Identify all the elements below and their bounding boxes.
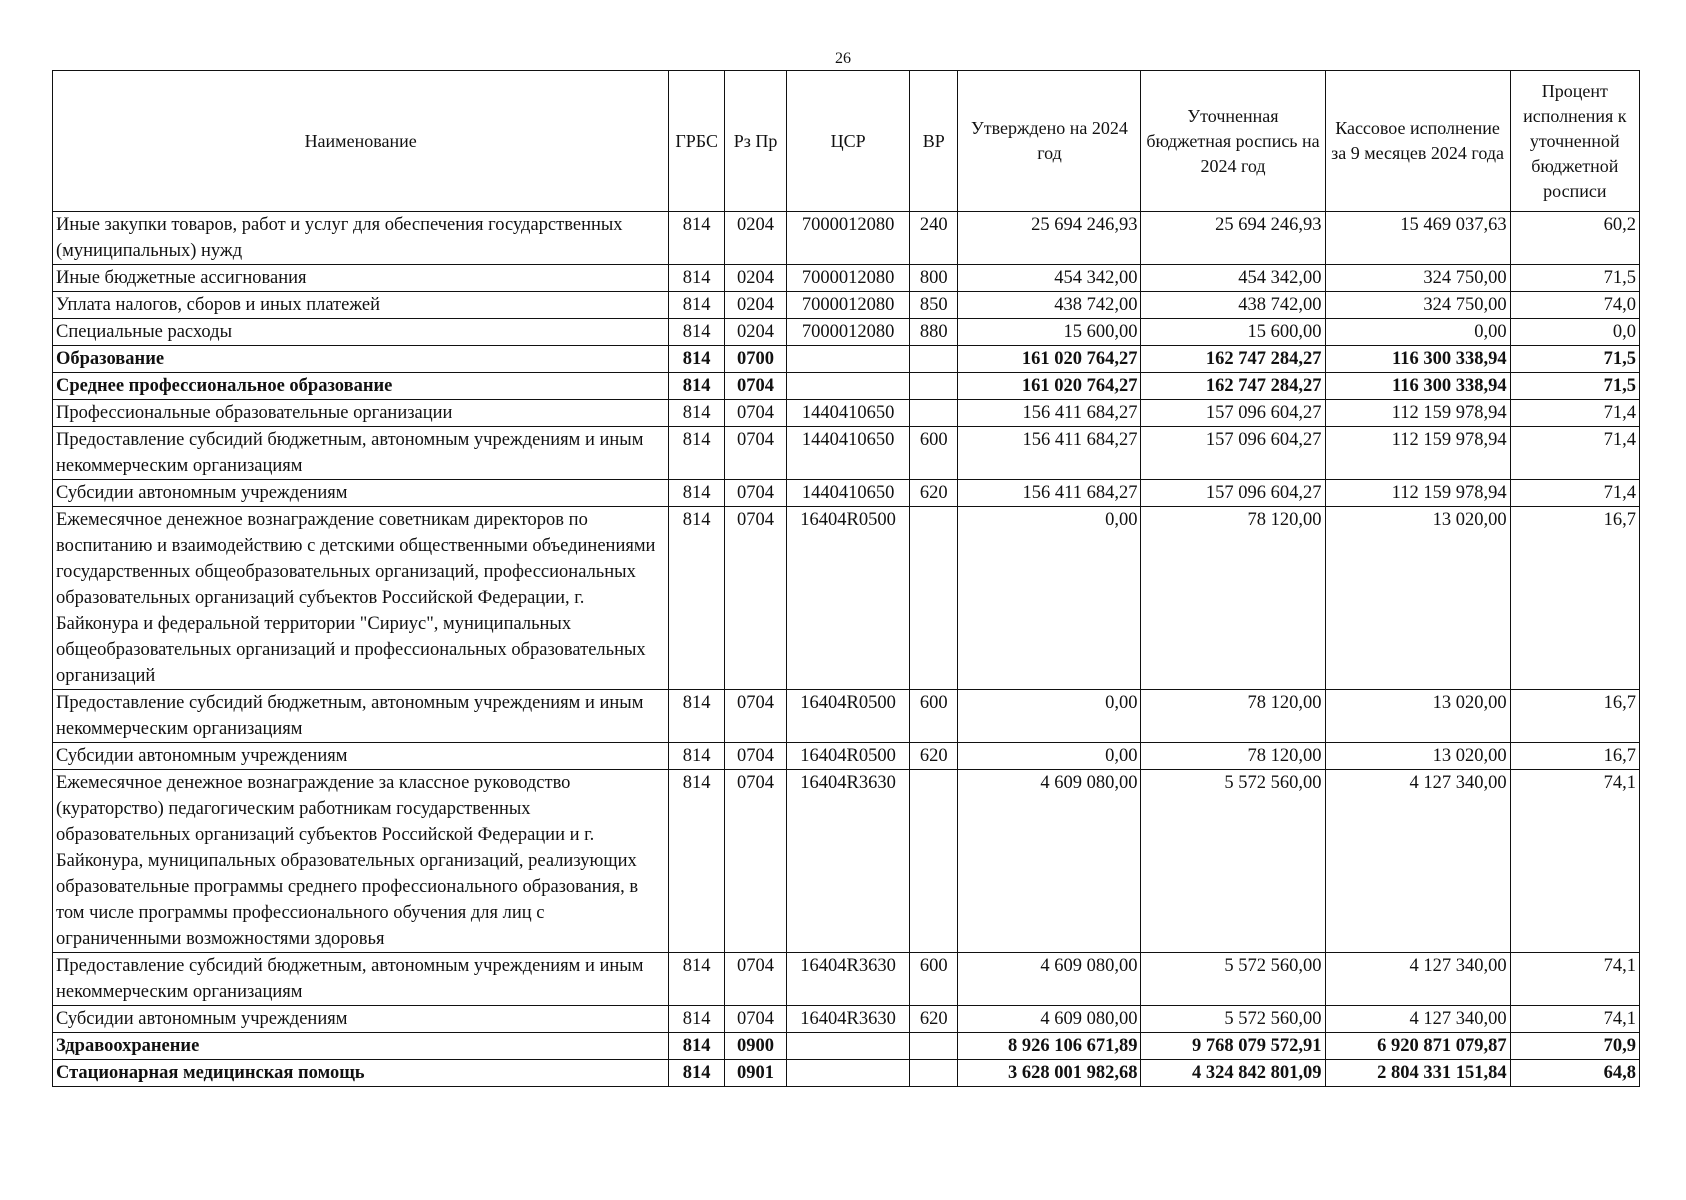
cell-grbs: 814: [669, 480, 725, 507]
cell-cash: 13 020,00: [1325, 690, 1510, 743]
cell-approved: 156 411 684,27: [958, 427, 1141, 480]
cell-grbs: 814: [669, 265, 725, 292]
cell-refined: 25 694 246,93: [1141, 212, 1325, 265]
cell-rzpr: 0204: [725, 319, 787, 346]
cell-cash: 116 300 338,94: [1325, 346, 1510, 373]
cell-grbs: 814: [669, 427, 725, 480]
cell-csr: 16404R3630: [787, 1006, 910, 1033]
cell-name: Здравоохранение: [53, 1033, 669, 1060]
cell-grbs: 814: [669, 400, 725, 427]
cell-refined: 5 572 560,00: [1141, 953, 1325, 1006]
cell-approved: 4 609 080,00: [958, 770, 1141, 953]
cell-vr: 620: [910, 743, 958, 770]
cell-rzpr: 0704: [725, 1006, 787, 1033]
cell-grbs: 814: [669, 953, 725, 1006]
cell-approved: 0,00: [958, 507, 1141, 690]
cell-csr: [787, 373, 910, 400]
cell-approved: 3 628 001 982,68: [958, 1060, 1141, 1087]
header-name: Наименование: [53, 71, 669, 212]
cell-rzpr: 0704: [725, 427, 787, 480]
cell-vr: 600: [910, 690, 958, 743]
cell-rzpr: 0704: [725, 690, 787, 743]
header-csr: ЦСР: [787, 71, 910, 212]
cell-cash: 0,00: [1325, 319, 1510, 346]
cell-vr: [910, 400, 958, 427]
cell-approved: 4 609 080,00: [958, 953, 1141, 1006]
cell-percent: 74,1: [1510, 770, 1639, 953]
cell-refined: 5 572 560,00: [1141, 1006, 1325, 1033]
page-number: 26: [835, 50, 851, 67]
cell-rzpr: 0204: [725, 212, 787, 265]
cell-csr: [787, 346, 910, 373]
cell-refined: 157 096 604,27: [1141, 400, 1325, 427]
header-grbs: ГРБС: [669, 71, 725, 212]
cell-vr: [910, 1033, 958, 1060]
table-row: [53, 292, 1640, 319]
cell-vr: 620: [910, 1006, 958, 1033]
cell-name: Ежемесячное денежное вознаграждение за классное руководство (кураторство) педагогическим работникам государственных образовательных организаций субъектов Российской Федерации и г. Байконура, муниципальных образовательных организаций, реализующих образовательные программы среднего профессионального образования, в том числе программы профессионального обучения для лиц с ограниченными возможностями здоровья: [53, 770, 669, 953]
header-percent: Процент исполнения к уточненной бюджетной росписи: [1510, 71, 1639, 212]
cell-refined: 15 600,00: [1141, 319, 1325, 346]
cell-csr: 7000012080: [787, 212, 910, 265]
cell-cash: 13 020,00: [1325, 743, 1510, 770]
cell-grbs: 814: [669, 212, 725, 265]
table-body: [53, 212, 1640, 1087]
cell-rzpr: 0204: [725, 292, 787, 319]
cell-cash: 6 920 871 079,87: [1325, 1033, 1510, 1060]
cell-csr: 7000012080: [787, 292, 910, 319]
table-row: [53, 690, 1640, 743]
cell-cash: 4 127 340,00: [1325, 770, 1510, 953]
cell-approved: 15 600,00: [958, 319, 1141, 346]
cell-csr: 16404R3630: [787, 953, 910, 1006]
cell-rzpr: 0704: [725, 770, 787, 953]
cell-vr: 850: [910, 292, 958, 319]
cell-percent: 71,5: [1510, 265, 1639, 292]
cell-refined: 157 096 604,27: [1141, 427, 1325, 480]
cell-cash: 112 159 978,94: [1325, 400, 1510, 427]
cell-approved: 25 694 246,93: [958, 212, 1141, 265]
cell-name: Субсидии автономным учреждениям: [53, 480, 669, 507]
cell-percent: 16,7: [1510, 743, 1639, 770]
cell-cash: 4 127 340,00: [1325, 1006, 1510, 1033]
cell-percent: 74,1: [1510, 1006, 1639, 1033]
cell-csr: 1440410650: [787, 400, 910, 427]
header-rzpr: Рз Пр: [725, 71, 787, 212]
cell-name: Иные бюджетные ассигнования: [53, 265, 669, 292]
cell-percent: 71,4: [1510, 480, 1639, 507]
cell-cash: 15 469 037,63: [1325, 212, 1510, 265]
cell-grbs: 814: [669, 690, 725, 743]
cell-vr: 600: [910, 427, 958, 480]
header-refined: Уточненная бюджетная роспись на 2024 год: [1141, 71, 1325, 212]
cell-percent: 71,4: [1510, 400, 1639, 427]
cell-name: Стационарная медицинская помощь: [53, 1060, 669, 1087]
cell-percent: 71,4: [1510, 427, 1639, 480]
cell-vr: [910, 373, 958, 400]
cell-name: Субсидии автономным учреждениям: [53, 1006, 669, 1033]
cell-grbs: 814: [669, 373, 725, 400]
cell-approved: 161 020 764,27: [958, 346, 1141, 373]
cell-vr: 600: [910, 953, 958, 1006]
cell-approved: 156 411 684,27: [958, 400, 1141, 427]
table-row: [53, 346, 1640, 373]
cell-csr: 7000012080: [787, 265, 910, 292]
cell-approved: 454 342,00: [958, 265, 1141, 292]
cell-csr: [787, 1033, 910, 1060]
cell-grbs: 814: [669, 770, 725, 953]
table-row: [53, 319, 1640, 346]
cell-cash: 4 127 340,00: [1325, 953, 1510, 1006]
cell-name: Среднее профессиональное образование: [53, 373, 669, 400]
cell-vr: 880: [910, 319, 958, 346]
cell-refined: 454 342,00: [1141, 265, 1325, 292]
cell-vr: [910, 1060, 958, 1087]
cell-csr: 1440410650: [787, 480, 910, 507]
cell-refined: 162 747 284,27: [1141, 346, 1325, 373]
cell-refined: 5 572 560,00: [1141, 770, 1325, 953]
cell-grbs: 814: [669, 346, 725, 373]
cell-percent: 70,9: [1510, 1033, 1639, 1060]
cell-refined: 157 096 604,27: [1141, 480, 1325, 507]
cell-grbs: 814: [669, 319, 725, 346]
table-header-row: [53, 71, 1640, 212]
cell-vr: 240: [910, 212, 958, 265]
table-row: [53, 212, 1640, 265]
cell-approved: 4 609 080,00: [958, 1006, 1141, 1033]
cell-refined: 78 120,00: [1141, 743, 1325, 770]
table-row: [53, 373, 1640, 400]
cell-name: Иные закупки товаров, работ и услуг для обеспечения государственных (муниципальных) нужд: [53, 212, 669, 265]
cell-refined: 4 324 842 801,09: [1141, 1060, 1325, 1087]
cell-csr: [787, 1060, 910, 1087]
cell-rzpr: 0204: [725, 265, 787, 292]
cell-approved: 8 926 106 671,89: [958, 1033, 1141, 1060]
table-row: [53, 265, 1640, 292]
cell-name: Предоставление субсидий бюджетным, автономным учреждениям и иным некоммерческим организациям: [53, 427, 669, 480]
cell-grbs: 814: [669, 507, 725, 690]
cell-percent: 16,7: [1510, 690, 1639, 743]
table-row: [53, 953, 1640, 1006]
cell-percent: 74,1: [1510, 953, 1639, 1006]
table-row: [53, 743, 1640, 770]
cell-vr: 800: [910, 265, 958, 292]
table-row: [53, 1006, 1640, 1033]
cell-rzpr: 0901: [725, 1060, 787, 1087]
cell-refined: 78 120,00: [1141, 690, 1325, 743]
cell-csr: 7000012080: [787, 319, 910, 346]
table-row: [53, 480, 1640, 507]
cell-approved: 156 411 684,27: [958, 480, 1141, 507]
budget-table: [52, 70, 1640, 1087]
cell-name: Субсидии автономным учреждениям: [53, 743, 669, 770]
header-approved: Утверждено на 2024 год: [958, 71, 1141, 212]
cell-csr: 16404R0500: [787, 743, 910, 770]
cell-approved: 0,00: [958, 690, 1141, 743]
cell-percent: 0,0: [1510, 319, 1639, 346]
cell-rzpr: 0700: [725, 346, 787, 373]
cell-rzpr: 0704: [725, 400, 787, 427]
cell-rzpr: 0704: [725, 507, 787, 690]
cell-grbs: 814: [669, 1006, 725, 1033]
cell-rzpr: 0900: [725, 1033, 787, 1060]
cell-percent: 71,5: [1510, 346, 1639, 373]
table-row: [53, 427, 1640, 480]
cell-percent: 64,8: [1510, 1060, 1639, 1087]
cell-vr: [910, 770, 958, 953]
cell-csr: 16404R0500: [787, 690, 910, 743]
cell-grbs: 814: [669, 743, 725, 770]
cell-grbs: 814: [669, 1060, 725, 1087]
table-row: [53, 770, 1640, 953]
cell-rzpr: 0704: [725, 953, 787, 1006]
cell-grbs: 814: [669, 1033, 725, 1060]
cell-name: Ежемесячное денежное вознаграждение советникам директоров по воспитанию и взаимодействию с детскими общественными объединениями государственных общеобразовательных организаций, профессиональных образовательных организаций субъектов Российской Федерации, г. Байконура и федеральной территории "Сириус", муниципальных общеобразовательных организаций и профессиональных образовательных организаций: [53, 507, 669, 690]
cell-cash: 324 750,00: [1325, 292, 1510, 319]
cell-cash: 324 750,00: [1325, 265, 1510, 292]
cell-cash: 116 300 338,94: [1325, 373, 1510, 400]
cell-refined: 438 742,00: [1141, 292, 1325, 319]
cell-cash: 112 159 978,94: [1325, 427, 1510, 480]
cell-cash: 13 020,00: [1325, 507, 1510, 690]
cell-rzpr: 0704: [725, 743, 787, 770]
cell-name: Образование: [53, 346, 669, 373]
header-vr: ВР: [910, 71, 958, 212]
cell-csr: 1440410650: [787, 427, 910, 480]
cell-approved: 438 742,00: [958, 292, 1141, 319]
cell-refined: 78 120,00: [1141, 507, 1325, 690]
cell-csr: 16404R3630: [787, 770, 910, 953]
table-row: [53, 1060, 1640, 1087]
cell-approved: 161 020 764,27: [958, 373, 1141, 400]
cell-rzpr: 0704: [725, 373, 787, 400]
table-row: [53, 1033, 1640, 1060]
cell-name: Специальные расходы: [53, 319, 669, 346]
table-row: [53, 400, 1640, 427]
cell-vr: 620: [910, 480, 958, 507]
cell-name: Уплата налогов, сборов и иных платежей: [53, 292, 669, 319]
cell-vr: [910, 346, 958, 373]
cell-name: Профессиональные образовательные организации: [53, 400, 669, 427]
cell-grbs: 814: [669, 292, 725, 319]
header-cash: Кассовое исполнение за 9 месяцев 2024 года: [1325, 71, 1510, 212]
cell-percent: 74,0: [1510, 292, 1639, 319]
cell-csr: 16404R0500: [787, 507, 910, 690]
cell-percent: 60,2: [1510, 212, 1639, 265]
cell-rzpr: 0704: [725, 480, 787, 507]
cell-name: Предоставление субсидий бюджетным, автономным учреждениям и иным некоммерческим организациям: [53, 953, 669, 1006]
cell-refined: 162 747 284,27: [1141, 373, 1325, 400]
cell-percent: 71,5: [1510, 373, 1639, 400]
cell-name: Предоставление субсидий бюджетным, автономным учреждениям и иным некоммерческим организациям: [53, 690, 669, 743]
cell-percent: 16,7: [1510, 507, 1639, 690]
cell-approved: 0,00: [958, 743, 1141, 770]
table-row: [53, 507, 1640, 690]
cell-refined: 9 768 079 572,91: [1141, 1033, 1325, 1060]
cell-cash: 112 159 978,94: [1325, 480, 1510, 507]
cell-cash: 2 804 331 151,84: [1325, 1060, 1510, 1087]
cell-vr: [910, 507, 958, 690]
